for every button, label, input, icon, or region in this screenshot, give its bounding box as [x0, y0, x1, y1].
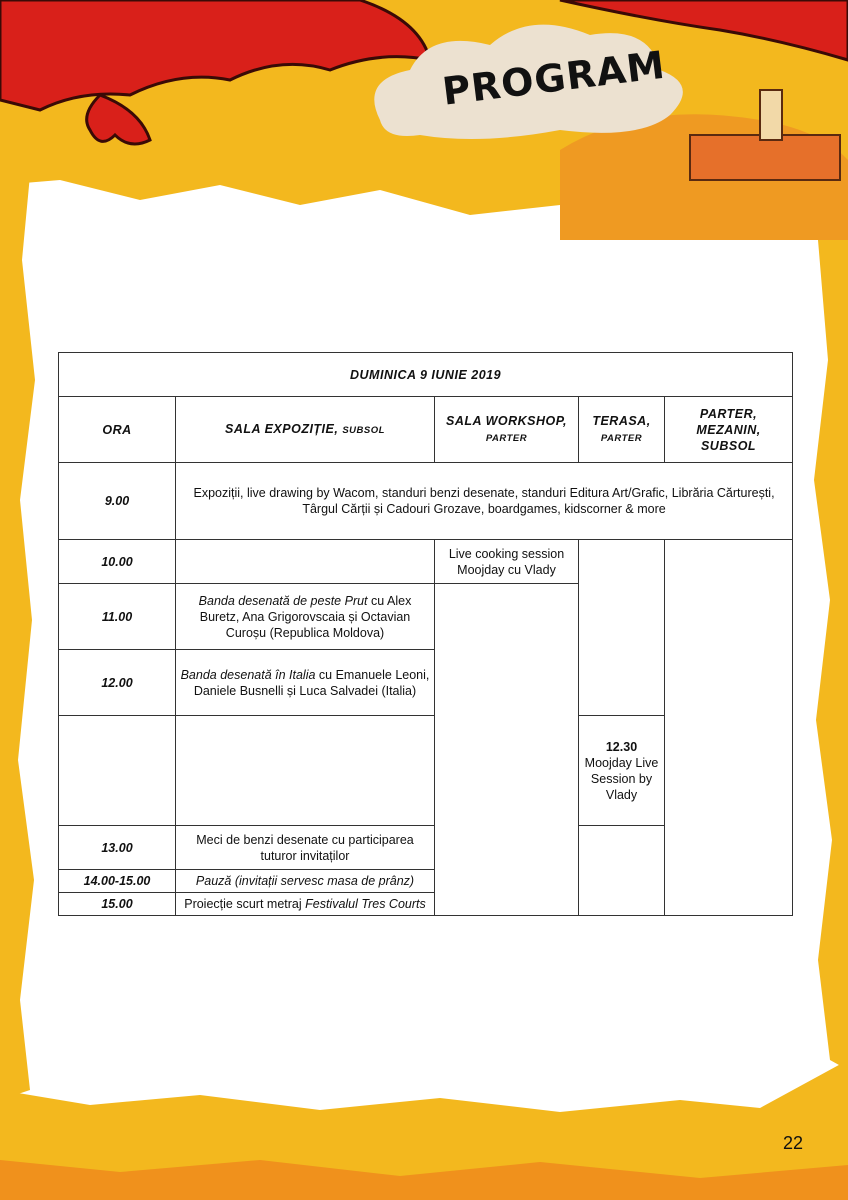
header-ora: ORA	[59, 397, 176, 463]
header-terasa: TERASA, PARTER	[579, 397, 665, 463]
page-title: PROGRAM	[440, 42, 668, 114]
day-title: DUMINICA 9 IUNIE 2019	[59, 353, 793, 397]
page-number: 22	[783, 1133, 804, 1153]
time-1000: 10.00	[59, 540, 176, 584]
right-yellow-border	[814, 220, 848, 1070]
table-row	[59, 540, 793, 584]
expozitie-1400: Pauză (invitații servesc masa de prânz)	[176, 870, 435, 893]
terasa-empty-bottom	[579, 826, 665, 916]
terasa-1230: 12.30 Moojday Live Session by Vlady	[579, 716, 665, 826]
left-yellow-border	[0, 170, 35, 1100]
time-900: 9.00	[59, 463, 176, 540]
all-day-activities: Expoziții, live drawing by Wacom, standuri benzi desenate, standuri Editura Art/Grafic, Librăria Cărturești, Târgul Cărții și Cadouri Grozave, boardgames, kidscorner & more	[176, 463, 793, 540]
time-1200: 12.00	[59, 650, 176, 716]
expozitie-1200: Banda desenată în Italia cu Emanuele Leoni, Daniele Busnelli și Luca Salvadei (Italia)	[176, 650, 435, 716]
time-1230-empty	[59, 716, 176, 826]
town-tower	[760, 90, 782, 140]
workshop-1000: Live cooking session Moojday cu Vlady	[435, 540, 579, 584]
header-sala-workshop: SALA WORKSHOP, PARTER	[435, 397, 579, 463]
expozitie-1230-empty	[176, 716, 435, 826]
town-houses	[690, 135, 840, 180]
time-1400: 14.00-15.00	[59, 870, 176, 893]
expozitie-1000-empty	[176, 540, 435, 584]
header-parter-mezanin: PARTER, MEZANIN, SUBSOL	[665, 397, 793, 463]
program-table	[58, 352, 793, 916]
time-1100: 11.00	[59, 584, 176, 650]
time-1300: 13.00	[59, 826, 176, 870]
expozitie-1100: Banda desenată de peste Prut cu Alex Buretz, Ana Grigorovscaia și Octavian Curoșu (Republica Moldova)	[176, 584, 435, 650]
terasa-empty-top	[579, 540, 665, 716]
parter-empty	[665, 540, 793, 916]
header-sala-expozitie: SALA EXPOZIȚIE, SUBSOL	[176, 397, 435, 463]
expozitie-1300: Meci de benzi desenate cu participarea tuturor invitaților	[176, 826, 435, 870]
time-1500: 15.00	[59, 893, 176, 916]
workshop-empty	[435, 584, 579, 916]
table-row	[59, 463, 793, 540]
expozitie-1500: Proiecție scurt metraj Festivalul Tres Courts	[176, 893, 435, 916]
